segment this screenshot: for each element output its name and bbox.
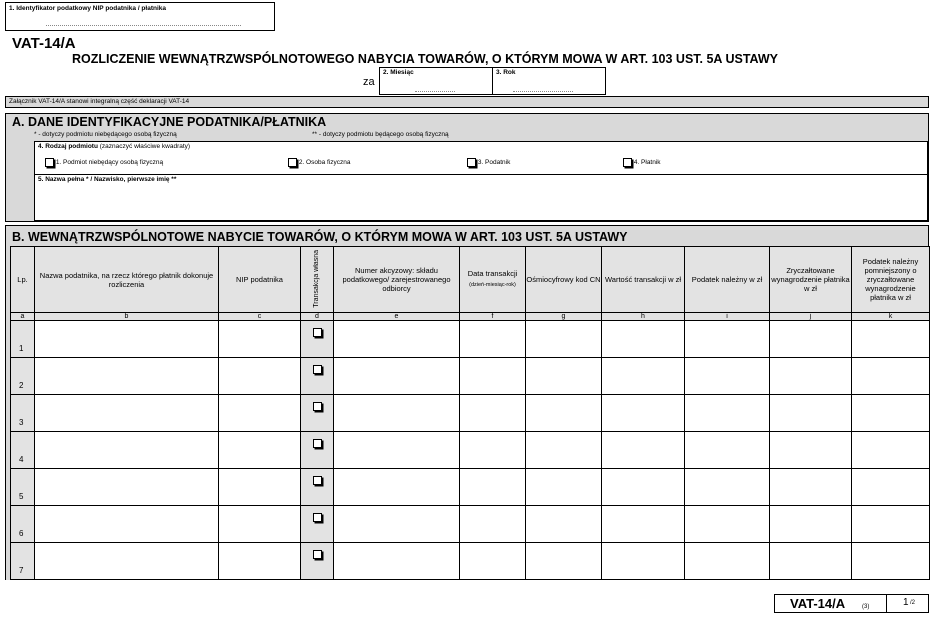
column-letter: i [685, 313, 770, 321]
table-cell-b[interactable] [35, 506, 219, 543]
table-cell-f[interactable] [460, 358, 526, 395]
col-header-taxpayer-name: Nazwa podatnika, na rzecz którego płatnik dokonuje rozliczenia [35, 247, 219, 313]
column-letter: f [460, 313, 526, 321]
nip-field-label: 1. Identyfikator podatkowy NIP podatnika / płatnika [9, 5, 166, 12]
own-transaction-cell [301, 543, 334, 580]
field-4-label-wrap [38, 143, 190, 150]
own-transaction-checkbox-icon[interactable] [313, 476, 322, 485]
table-cell-f[interactable] [460, 432, 526, 469]
footer-page-box [886, 594, 929, 613]
own-transaction-cell [301, 469, 334, 506]
table-cell-k[interactable] [852, 358, 930, 395]
col-header-payer-remuneration: Zryczałtowane wynagrodzenie płatnika w zł [770, 247, 852, 313]
table-cell-h[interactable] [602, 395, 685, 432]
table-cell-h[interactable] [602, 358, 685, 395]
table-cell-i[interactable] [685, 395, 770, 432]
table-cell-e[interactable] [334, 469, 460, 506]
section-a-note-right: ** - dotyczy podmiotu będącego osobą fizyczną [312, 131, 449, 138]
table-cell-k[interactable] [852, 395, 930, 432]
table-cell-c[interactable] [219, 432, 301, 469]
row-number: 3 [11, 395, 35, 432]
own-transaction-cell [301, 358, 334, 395]
table-cell-g[interactable] [526, 321, 602, 358]
option-label: 2. Osoba fizyczna [298, 159, 351, 167]
table-body [11, 321, 930, 580]
column-letter: a [11, 313, 35, 321]
column-letter: j [770, 313, 852, 321]
field-5-full-name[interactable] [34, 174, 928, 221]
month-field-label: 2. Miesiąc [383, 69, 414, 76]
table-cell-j[interactable] [770, 506, 852, 543]
table-cell-j[interactable] [770, 469, 852, 506]
own-transaction-cell [301, 395, 334, 432]
col-header-date [460, 247, 526, 313]
nip-field-dots [46, 22, 241, 26]
table-cell-k[interactable] [852, 469, 930, 506]
nip-field[interactable] [5, 2, 275, 31]
table-row [11, 395, 930, 432]
row-number: 7 [11, 543, 35, 580]
own-transaction-checkbox-icon[interactable] [313, 550, 322, 559]
table-cell-b[interactable] [35, 469, 219, 506]
table-cell-b[interactable] [35, 543, 219, 580]
table-row [11, 358, 930, 395]
table-row [11, 469, 930, 506]
checkbox-icon[interactable] [623, 158, 632, 167]
table-cell-f[interactable] [460, 321, 526, 358]
table-cell-g[interactable] [526, 395, 602, 432]
column-letter: b [35, 313, 219, 321]
table-cell-c[interactable] [219, 543, 301, 580]
footer-form-code-box [774, 594, 887, 613]
attachment-note: Załącznik VAT-14/A stanowi integralną część deklaracji VAT-14 [9, 98, 190, 105]
col-header-lp: Lp. [11, 247, 35, 313]
table-cell-g[interactable] [526, 506, 602, 543]
table-header-row [11, 247, 930, 313]
table-cell-g[interactable] [526, 358, 602, 395]
col-header-date-label: Data transakcji [467, 269, 518, 278]
section-a-note-left: * - dotyczy podmiotu niebędącego osobą fizyczną [34, 131, 177, 138]
transactions-table [10, 246, 930, 580]
year-field-dots [513, 88, 573, 92]
checkbox-icon[interactable] [45, 158, 54, 167]
section-b [5, 225, 929, 247]
table-cell-h[interactable] [602, 432, 685, 469]
table-cell-j[interactable] [770, 321, 852, 358]
table-cell-c[interactable] [219, 358, 301, 395]
footer-page: 1 [903, 597, 909, 608]
table-row [11, 432, 930, 469]
option-natural-person[interactable] [288, 158, 350, 167]
checkbox-icon[interactable] [288, 158, 297, 167]
table-cell-e[interactable] [334, 506, 460, 543]
table-cell-h[interactable] [602, 321, 685, 358]
row-number: 1 [11, 321, 35, 358]
column-letter: h [602, 313, 685, 321]
field-4-entity-type [34, 141, 928, 175]
column-letter: c [219, 313, 301, 321]
column-letter: k [852, 313, 930, 321]
own-transaction-checkbox-icon[interactable] [313, 365, 322, 374]
section-a-title: A. DANE IDENTYFIKACYJNE PODATNIKA/PŁATNIKA [12, 115, 327, 129]
footer-page-total: /2 [910, 600, 916, 606]
column-letters-row [11, 313, 930, 321]
field-5-label: 5. Nazwa pełna * / Nazwisko, pierwsze imię ** [38, 176, 177, 183]
table-cell-k[interactable] [852, 543, 930, 580]
table-cell-i[interactable] [685, 506, 770, 543]
form-code: VAT-14/A [12, 35, 76, 52]
table-cell-i[interactable] [685, 469, 770, 506]
option-label: 1. Podmiot niebędący osobą fizyczną [55, 159, 164, 167]
table-cell-j[interactable] [770, 395, 852, 432]
checkbox-icon[interactable] [467, 158, 476, 167]
table-cell-c[interactable] [219, 321, 301, 358]
table-cell-g[interactable] [526, 432, 602, 469]
row-number: 4 [11, 432, 35, 469]
own-transaction-checkbox-icon[interactable] [313, 328, 322, 337]
field-4-label: 4. Rodzaj podmiotu [38, 143, 98, 150]
attachment-note-bar [5, 96, 929, 108]
option-taxpayer[interactable] [467, 158, 510, 167]
table-row [11, 321, 930, 358]
row-number: 6 [11, 506, 35, 543]
row-number: 5 [11, 469, 35, 506]
table-cell-f[interactable] [460, 543, 526, 580]
table-row [11, 543, 930, 580]
footer-version: (3) [862, 604, 870, 610]
table-cell-b[interactable] [35, 395, 219, 432]
table-cell-b[interactable] [35, 432, 219, 469]
column-letter: d [301, 313, 334, 321]
table-cell-i[interactable] [685, 321, 770, 358]
option-label: 4. Płatnik [633, 159, 661, 167]
option-payer[interactable] [623, 158, 661, 167]
own-transaction-cell [301, 432, 334, 469]
option-entity-non-natural[interactable] [45, 158, 163, 167]
table-cell-h[interactable] [602, 469, 685, 506]
column-letter: e [334, 313, 460, 321]
table-cell-k[interactable] [852, 432, 930, 469]
own-transaction-checkbox-icon[interactable] [313, 439, 322, 448]
table-cell-e[interactable] [334, 432, 460, 469]
col-header-own-transaction-label: Transakcja własna [313, 249, 320, 308]
table-cell-j[interactable] [770, 432, 852, 469]
column-letter: g [526, 313, 602, 321]
year-field-label: 3. Rok [496, 69, 516, 76]
table-cell-e[interactable] [334, 395, 460, 432]
own-transaction-cell [301, 506, 334, 543]
table-cell-e[interactable] [334, 543, 460, 580]
za-label: za [363, 76, 375, 88]
table-cell-k[interactable] [852, 321, 930, 358]
table-cell-e[interactable] [334, 358, 460, 395]
table-cell-i[interactable] [685, 543, 770, 580]
table-cell-j[interactable] [770, 543, 852, 580]
row-number: 2 [11, 358, 35, 395]
col-header-cn-code: Ośmiocyfrowy kod CN [526, 247, 602, 313]
table-cell-c[interactable] [219, 506, 301, 543]
table-cell-h[interactable] [602, 506, 685, 543]
table-row [11, 506, 930, 543]
month-field-dots [415, 88, 455, 92]
table-cell-j[interactable] [770, 358, 852, 395]
table-cell-k[interactable] [852, 506, 930, 543]
footer-form-code: VAT-14/A [790, 596, 846, 611]
col-header-tax-reduced: Podatek należny pomniejszony o zryczałtowane wynagrodzenie płatnika w zł [852, 247, 930, 313]
table-cell-i[interactable] [685, 432, 770, 469]
table-cell-b[interactable] [35, 358, 219, 395]
table-cell-f[interactable] [460, 469, 526, 506]
month-field[interactable] [379, 67, 493, 95]
col-header-tax: Podatek należny w zł [685, 247, 770, 313]
section-a [5, 113, 929, 222]
own-transaction-checkbox-icon[interactable] [313, 402, 322, 411]
section-b-title: B. WEWNĄTRZWSPÓLNOTOWE NABYCIE TOWARÓW, O KTÓRYM MOWA W ART. 103 UST. 5A USTAWY [12, 230, 628, 244]
year-field[interactable] [492, 67, 606, 95]
table-cell-f[interactable] [460, 395, 526, 432]
table-cell-c[interactable] [219, 395, 301, 432]
col-header-own-transaction [301, 247, 334, 313]
col-header-excise-number: Numer akcyzowy: składu podatkowego/ zarejestrowanego odbiorcy [334, 247, 460, 313]
option-label: 3. Podatnik [477, 159, 511, 167]
table-cell-c[interactable] [219, 469, 301, 506]
table-cell-f[interactable] [460, 506, 526, 543]
table-cell-g[interactable] [526, 469, 602, 506]
own-transaction-cell [301, 321, 334, 358]
table-cell-h[interactable] [602, 543, 685, 580]
page-title: ROZLICZENIE WEWNĄTRZWSPÓLNOTOWEGO NABYCIA TOWARÓW, O KTÓRYM MOWA W ART. 103 UST. 5A USTAWY [72, 52, 779, 66]
table-cell-e[interactable] [334, 321, 460, 358]
field-4-hint: (zaznaczyć właściwe kwadraty) [99, 143, 191, 150]
col-header-nip: NIP podatnika [219, 247, 301, 313]
table-cell-g[interactable] [526, 543, 602, 580]
table-cell-b[interactable] [35, 321, 219, 358]
col-header-date-hint: (dzień-miesiąc-rok) [469, 282, 516, 288]
own-transaction-checkbox-icon[interactable] [313, 513, 322, 522]
table-cell-i[interactable] [685, 358, 770, 395]
col-header-value: Wartość transakcji w zł [602, 247, 685, 313]
